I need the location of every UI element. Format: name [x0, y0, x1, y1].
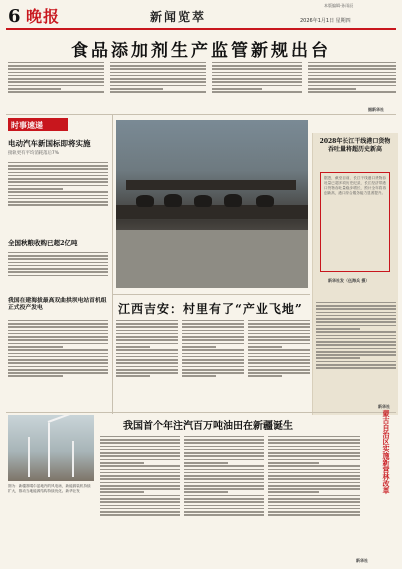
brief-3-text — [8, 318, 108, 410]
feature-source: 新华社 — [378, 404, 390, 409]
wind-text-col-2 — [184, 434, 264, 562]
editor-line: 本版编辑·孙雨辰 — [324, 3, 354, 8]
date-line: 2026年1月1日 星期四 — [300, 18, 351, 24]
wind-farm-photo — [8, 415, 94, 481]
wind-top-divider — [6, 412, 396, 413]
wind-text-col-1 — [100, 434, 180, 562]
sidebar-headline: 2028年长江干线港口货物吞吐量将超历史新高 — [319, 138, 391, 153]
lead-divider — [6, 114, 396, 115]
feature-top-divider — [112, 294, 310, 295]
feature-text-col-4 — [316, 300, 396, 408]
lead-text-col-4 — [308, 60, 396, 112]
brief-label: 时事速递 — [8, 118, 68, 131]
wind-source: 新华社 — [356, 558, 368, 563]
page-number: 6 — [8, 6, 21, 27]
feature-place: 江西吉安： — [118, 302, 184, 316]
feature-text-col-1 — [116, 318, 178, 408]
lead-headline: 食品添加剂生产监管新规出台 — [71, 41, 331, 61]
sidebar-box-text: 据悉，截至目前，长江干线港口货物吞吐量已超多项历史纪录，长江经济带港口货物吞吐量稳步增长，预计全年将再创新高，港口综合服务能力显著提升。 — [320, 172, 390, 272]
wind-headline: 我国首个年注汽百万吨油田在新疆诞生 — [123, 421, 293, 432]
lead-text-col-2 — [110, 60, 206, 112]
feature-text-col-2 — [182, 318, 244, 408]
port-photo — [116, 120, 308, 288]
lead-text-col-1 — [8, 60, 104, 112]
sidebar-credit: 新华社发（伍海兵 摄） — [328, 278, 370, 283]
feature-headline — [118, 300, 308, 317]
feature-title: 村里有了“产业飞地” — [183, 302, 303, 316]
feature-text-col-3 — [248, 318, 310, 408]
brief-1-text — [8, 160, 108, 230]
lead-text-col-3 — [212, 60, 302, 112]
section-name: 新闻览萃 — [150, 10, 207, 24]
wind-text-col-3 — [268, 434, 360, 562]
masthead-logo: 晚报 — [26, 7, 61, 26]
brief-column-divider — [112, 114, 113, 414]
brief-1-subtitle: 接轨更有平均消耗落后7% — [8, 151, 59, 156]
lead-source: 据新华社 — [368, 107, 384, 112]
header-rule — [6, 28, 396, 30]
photo-caption: 图为：新疆准噶尔盆地内的风电场，新能源装机持续扩大，推动当地能源结构持续优化。新华社发 — [8, 484, 91, 493]
brief-2-text — [8, 250, 108, 290]
wind-vertical-title: 蒙古自治区实施新营林改革 — [382, 410, 391, 494]
brief-2-title: 全国秋粮收购已超2亿吨 — [8, 239, 78, 247]
brief-3-title: 我国在建海拔最高双曲拱坝电站首机组正式投产发电 — [8, 298, 107, 311]
brief-1-title: 电动汽车新国标即将实施 — [8, 139, 91, 148]
